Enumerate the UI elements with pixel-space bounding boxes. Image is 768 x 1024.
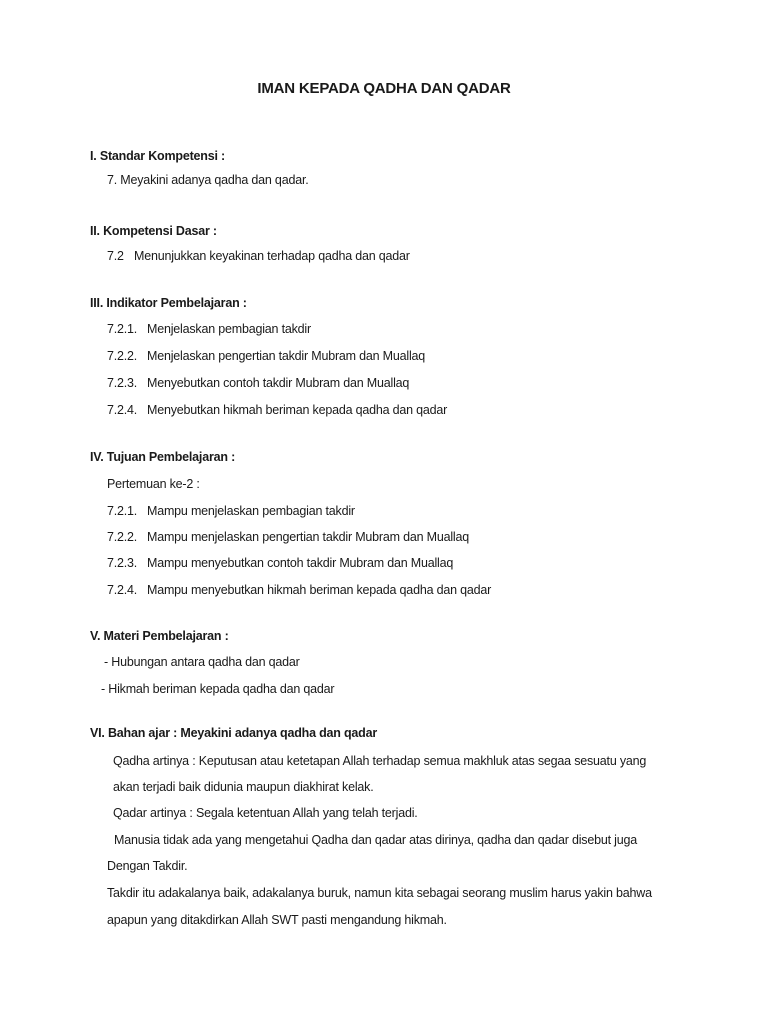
section-5-heading: V. Materi Pembelajaran : bbox=[90, 629, 229, 643]
list-item bbox=[107, 321, 311, 337]
item-number: 7.2 bbox=[107, 249, 124, 263]
item-text: Mampu menjelaskan pengertian takdir Mubram dan Muallaq bbox=[147, 530, 470, 544]
item-text: Menjelaskan pengertian takdir Mubram dan Muallaq bbox=[147, 349, 426, 363]
list-item bbox=[107, 529, 469, 545]
paragraph-line: apapun yang ditakdirkan Allah SWT pasti mengandung hikmah. bbox=[107, 913, 447, 927]
item-text: Mampu menyebutkan hikmah beriman kepada qadha dan qadar bbox=[147, 583, 492, 597]
section-3-heading: III. Indikator Pembelajaran : bbox=[90, 296, 247, 310]
item-number: 7.2.2. bbox=[107, 349, 138, 363]
paragraph-line: Manusia tidak ada yang mengetahui Qadha dan qadar atas dirinya, qadha dan qadar disebut juga bbox=[114, 833, 637, 847]
item-number: 7.2.1. bbox=[107, 322, 138, 336]
item-number: 7.2.3. bbox=[107, 556, 138, 570]
list-item bbox=[107, 503, 355, 519]
list-item bbox=[107, 375, 409, 391]
paragraph-line: Qadar artinya : Segala ketentuan Allah yang telah terjadi. bbox=[113, 806, 418, 820]
item-text: Mampu menjelaskan pembagian takdir bbox=[147, 504, 355, 518]
section-6-heading: VI. Bahan ajar : Meyakini adanya qadha dan qadar bbox=[90, 726, 378, 740]
item-number: 7.2.2. bbox=[107, 530, 138, 544]
section-4-heading: IV. Tujuan Pembelajaran : bbox=[90, 450, 236, 464]
list-item bbox=[107, 402, 447, 418]
paragraph-line: akan terjadi baik didunia maupun diakhirat kelak. bbox=[113, 780, 374, 794]
item-number: 7.2.1. bbox=[107, 504, 138, 518]
list-item bbox=[107, 582, 491, 598]
item-text: Mampu menyebutkan contoh takdir Mubram dan Muallaq bbox=[147, 556, 454, 570]
list-item bbox=[107, 555, 453, 571]
list-item bbox=[107, 348, 425, 364]
item-number: 7.2.4. bbox=[107, 583, 138, 597]
item-text: Menunjukkan keyakinan terhadap qadha dan qadar bbox=[134, 249, 410, 263]
paragraph-line: Dengan Takdir. bbox=[107, 859, 188, 873]
item-text: Menyebutkan contoh takdir Mubram dan Muallaq bbox=[147, 376, 410, 390]
paragraph-line: Takdir itu adakalanya baik, adakalanya buruk, namun kita sebagai seorang muslim harus yakin bahwa bbox=[107, 886, 652, 900]
item-number: 7.2.4. bbox=[107, 403, 138, 417]
item-text: Menyebutkan hikmah beriman kepada qadha dan qadar bbox=[147, 403, 448, 417]
list-item: - Hubungan antara qadha dan qadar bbox=[104, 655, 300, 669]
section-4-subheading: Pertemuan ke-2 : bbox=[107, 477, 200, 491]
section-1-heading: I. Standar Kompetensi : bbox=[90, 149, 226, 163]
item-number: 7.2.3. bbox=[107, 376, 138, 390]
section-2-item bbox=[107, 248, 410, 264]
document-title: IMAN KEPADA QADHA DAN QADAR bbox=[257, 80, 511, 97]
section-1-item: 7. Meyakini adanya qadha dan qadar. bbox=[107, 173, 309, 187]
item-text: Menjelaskan pembagian takdir bbox=[147, 322, 311, 336]
list-item: - Hikmah beriman kepada qadha dan qadar bbox=[101, 682, 335, 696]
paragraph-line: Qadha artinya : Keputusan atau ketetapan Allah terhadap semua makhluk atas segaa sesuatu yang bbox=[113, 754, 647, 768]
section-2-heading: II. Kompetensi Dasar : bbox=[90, 224, 217, 238]
